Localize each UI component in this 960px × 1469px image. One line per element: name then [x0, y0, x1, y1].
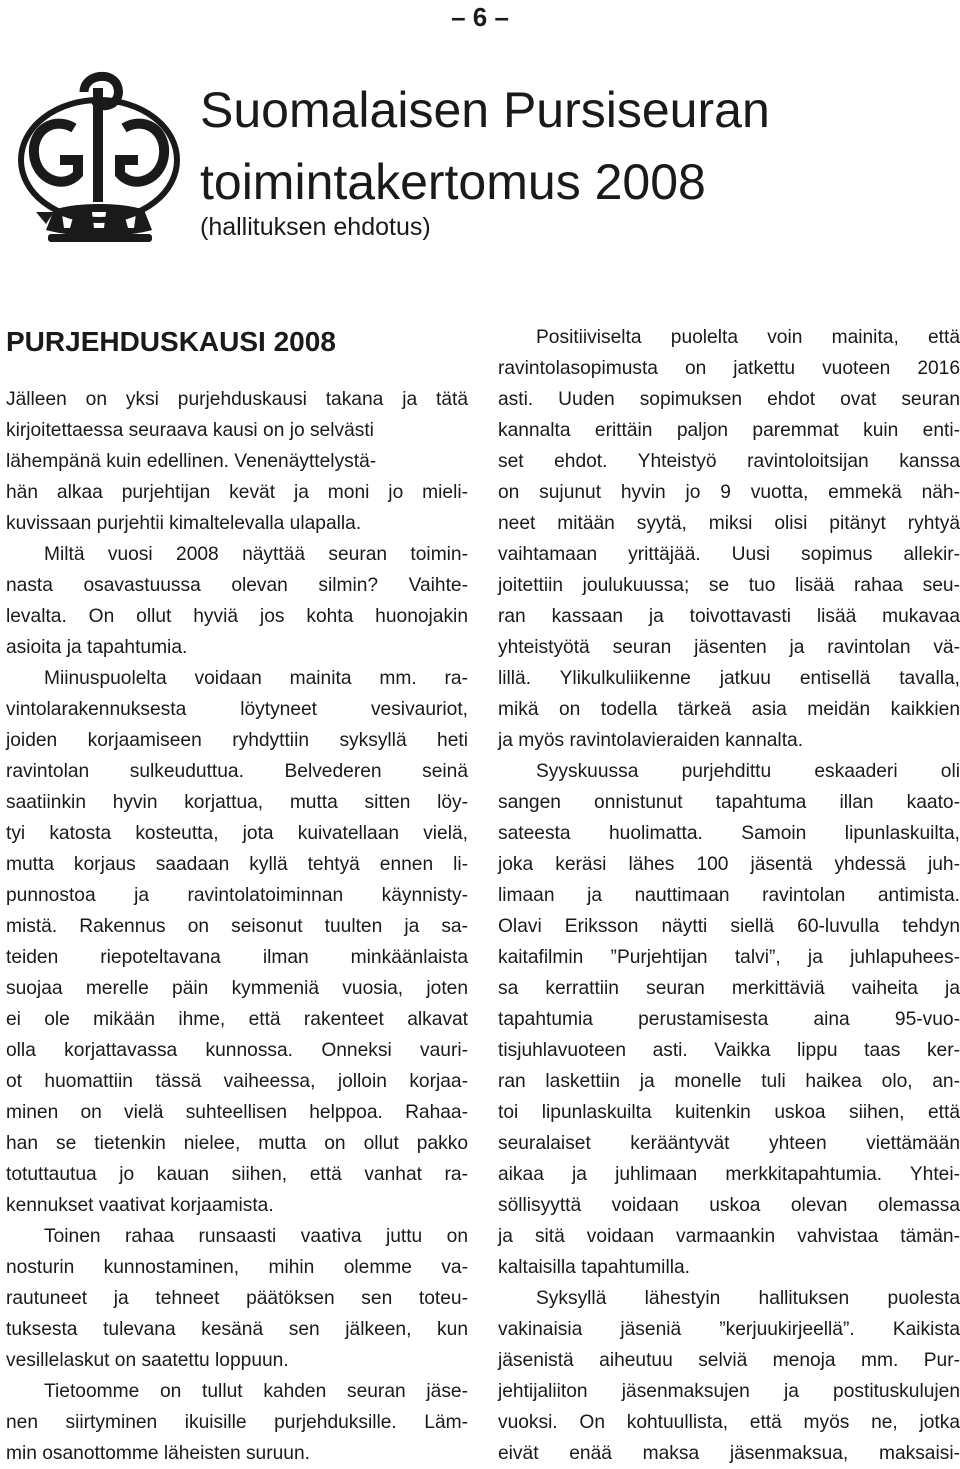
text-line: Jälleen on yksi purjehduskausi takana ja tätä — [6, 389, 468, 410]
text-line: mutta korjaus saadaan kyllä tehtyä ennen li- — [6, 854, 468, 875]
text-line: toi lipunlaskuilta kuitenkin uskoa siihen, että — [498, 1102, 960, 1123]
text-line: on sujunut hyvin jo 9 vuotta, emmekä näh- — [498, 482, 960, 503]
text-line: lähempänä kuin edellinen. Venenäyttelystä- — [6, 451, 377, 472]
text-line: Positiiviselta puolelta voin mainita, että — [536, 327, 960, 348]
text-line: hän alkaa purjehtijan kevät ja moni jo mieli- — [6, 482, 468, 503]
text-line: set ehdot. Yhteistyö ravintoloitsijan kanssa — [498, 451, 960, 472]
text-line: olla korjattavassa kunnossa. Onneksi vauri- — [6, 1040, 468, 1061]
text-line: lillä. Ylikulkuliikenne jatkuu entisellä tavalla, — [498, 668, 960, 689]
text-line: ja myös ravintolavieraiden kannalta. — [498, 730, 804, 751]
text-line: ot huomattiin tässä vaiheessa, jolloin korjaa- — [6, 1071, 468, 1092]
text-line: suojaa merelle päin kymmeniä vuosia, joten — [6, 978, 468, 999]
text-line: joitettiin joulukuussa; se tuo lisää rahaa seu- — [498, 575, 960, 596]
text-line: minen on vielä suhteellisen helppoa. Rahaa- — [6, 1102, 468, 1123]
text-line: saatiinkin hyvin korjattua, mutta sitten löy- — [6, 792, 468, 813]
text-line: Syyskuussa purjehdittu eskaaderi oli — [536, 761, 960, 782]
text-line: mistä. Rakennus on seisonut tuulten ja sa- — [6, 916, 468, 937]
text-line: vakinaisia jäseniä ”kerjuukirjeellä”. Kaikista — [498, 1319, 960, 1340]
text-line: vuoksi. On kohtuullista, että myös ne, jotka — [498, 1412, 960, 1433]
document-subtitle: (hallituksen ehdotus) — [200, 213, 431, 241]
text-line: nen siirtyminen ikuisille purjehduksille. Läm- — [6, 1412, 468, 1433]
title-line-1: Suomalaisen Pursiseuran — [200, 82, 770, 138]
text-line: ravintolasopimusta on jatkettu vuoteen 2016 — [498, 358, 960, 379]
text-line: ran kassaan ja toivottavasti lisää mukavaa — [498, 606, 960, 627]
text-line: kaitafilmin ”Purjehtijan talvi”, ja juhlapuhees- — [498, 947, 960, 968]
text-line: seuralaiset kerääntyvät yhteen viettämään — [498, 1133, 960, 1154]
text-line: min osanottomme läheisten suruun. — [6, 1443, 310, 1464]
text-line: tyi katosta kosteutta, jota kuivatellaan vielä, — [6, 823, 468, 844]
text-line: eivät enää maksa jäsenmaksua, maksaisi- — [498, 1443, 960, 1464]
text-line: ran laskettiin ja monelle tuli haikea olo, an- — [498, 1071, 960, 1092]
title-line-2: toimintakertomus 2008 — [200, 154, 706, 210]
text-line: limaan ja nauttimaan ravintolan antimista. — [498, 885, 960, 906]
text-line: jehtijaliiton jäsenmaksujen ja postituskulujen — [498, 1381, 960, 1402]
text-line: punnostoa ja ravintolatoiminnan käynnisty- — [6, 885, 468, 906]
text-line: tapahtumia perustamisesta aina 95-vuo- — [498, 1009, 960, 1030]
document-title — [200, 74, 770, 218]
text-line: ei ole mikään ihme, että rakenteet alkavat — [6, 1009, 468, 1030]
text-line: ja sitä voidaan varmaankin vahvistaa tämän- — [498, 1226, 960, 1247]
text-line: tuksesta tulevana kesänä sen jälkeen, kun — [6, 1319, 468, 1340]
text-line: asti. Uuden sopimuksen ehdot ovat seuran — [498, 389, 960, 410]
text-line: kuvissaan purjehtii kimaltelevalla ulapalla. — [6, 513, 362, 534]
text-line: kennukset vaativat korjaamista. — [6, 1195, 274, 1216]
text-line: vintolarakennuksesta löytyneet vesivauriot, — [6, 699, 468, 720]
text-line: jäsenistä aiheutuu selviä menoja mm. Pur- — [498, 1350, 960, 1371]
right-text-column — [498, 322, 960, 1469]
text-line: levalta. On ollut hyviä jos kohta huonojakin — [6, 606, 468, 627]
left-text-column — [6, 384, 468, 1469]
club-logo-icon — [14, 62, 184, 248]
text-line: mikä on todella tärkeä asia meidän kaikkien — [498, 699, 960, 720]
text-line: totuttautua jo kauan siihen, että vanhat ra- — [6, 1164, 468, 1185]
text-line: joiden korjaamiseen ryhdyttiin syksyllä heti — [6, 730, 468, 751]
text-line: Miinuspuolelta voidaan mainita mm. ra- — [44, 668, 468, 689]
text-line: Miltä vuosi 2008 näyttää seuran toimin- — [44, 544, 468, 565]
text-line: nosturin kunnostaminen, mihin olemme va- — [6, 1257, 468, 1278]
text-line: vesillelaskut on saatettu loppuun. — [6, 1350, 289, 1371]
text-line: asioita ja tapahtumia. — [6, 637, 188, 658]
page-number: – 6 – — [451, 2, 509, 32]
text-line: tisjuhlavuoteen asti. Vaikka lippu taas ker- — [498, 1040, 960, 1061]
text-line: Toinen rahaa runsaasti vaativa juttu on — [44, 1226, 468, 1247]
text-line: kannalta erittäin paljon paremmat kuin enti- — [498, 420, 960, 441]
text-line: Syksyllä lähestyin hallituksen puolesta — [536, 1288, 960, 1309]
text-line: teiden riepoteltavana ilman minkäänlaista — [6, 947, 468, 968]
text-line: kirjoitettaessa seuraava kausi on jo selvästi — [6, 420, 374, 441]
section-heading: PURJEHDUSKAUSI 2008 — [6, 326, 336, 357]
text-line: aikaa ja juhlimaan merkkitapahtumia. Yhtei- — [498, 1164, 960, 1185]
text-line: yhteistyötä seuran jäsenten ja ravintolan vä- — [498, 637, 960, 658]
text-line: Olavi Eriksson näytti siellä 60-luvulla tehdyn — [498, 916, 960, 937]
text-line: kaltaisilla tapahtumilla. — [498, 1257, 690, 1278]
text-line: sa kerrattiin seuran merkittäviä vaiheita ja — [498, 978, 960, 999]
text-line: Tietoomme on tullut kahden seuran jäse- — [44, 1381, 468, 1402]
text-line: nasta osavastuussa olevan silmin? Vaihte- — [6, 575, 468, 596]
text-line: neet mitään syytä, miksi olisi pitänyt ryhtyä — [498, 513, 960, 534]
text-line: vaihtamaan yrittäjää. Uusi sopimus allekir- — [498, 544, 960, 565]
text-line: han se tietenkin nielee, mutta on ollut pakko — [6, 1133, 468, 1154]
text-line: söllisyyttä voidaan uskoa olevan olemassa — [498, 1195, 960, 1216]
text-line: joka keräsi lähes 100 jäsentä yhdessä juh- — [498, 854, 960, 875]
text-line: sateesta huolimatta. Samoin lipunlaskuilta, — [498, 823, 960, 844]
text-line: sangen onnistunut tapahtuma illan kaato- — [498, 792, 960, 813]
text-line: rautuneet ja tehneet päätöksen sen toteu- — [6, 1288, 468, 1309]
text-line: ravintolan sulkeuduttua. Belvederen seinä — [6, 761, 468, 782]
